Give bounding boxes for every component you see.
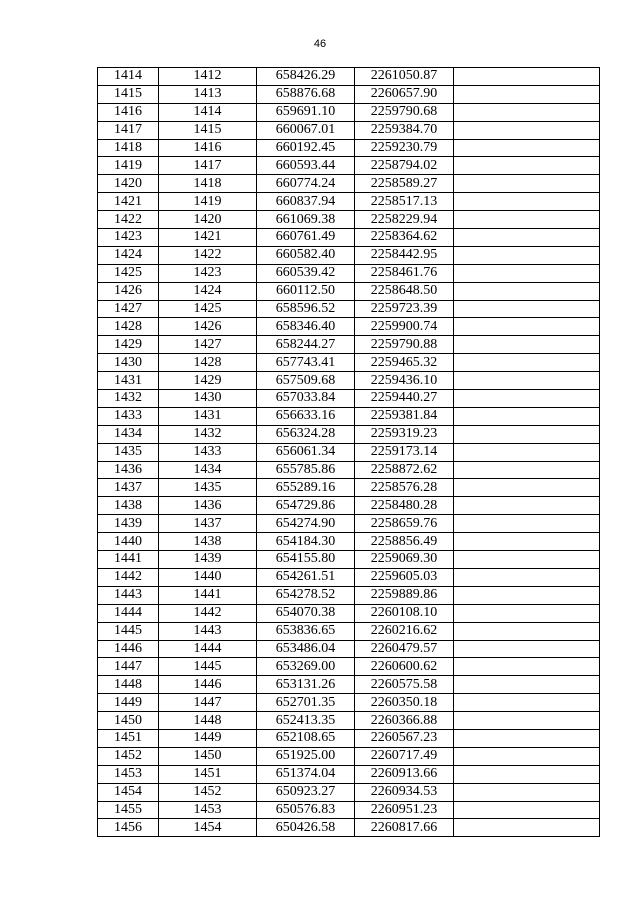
table-row [98, 443, 600, 461]
table-row [98, 300, 600, 318]
table-row [98, 694, 600, 712]
point-number-cell: 1441 [98, 551, 159, 569]
previous-point-cell: 1451 [159, 765, 257, 783]
y-coordinate-cell: 2259465.32 [355, 354, 454, 372]
table-row [98, 586, 600, 604]
x-coordinate-cell: 658346.40 [257, 318, 355, 336]
point-number-cell: 1427 [98, 300, 159, 318]
point-number-cell: 1446 [98, 640, 159, 658]
table-row [98, 515, 600, 533]
previous-point-cell: 1422 [159, 246, 257, 264]
note-cell [454, 497, 600, 515]
previous-point-cell: 1438 [159, 533, 257, 551]
previous-point-cell: 1430 [159, 390, 257, 408]
note-cell [454, 676, 600, 694]
y-coordinate-cell: 2258364.62 [355, 229, 454, 247]
y-coordinate-cell: 2258872.62 [355, 461, 454, 479]
point-number-cell: 1429 [98, 336, 159, 354]
table-row [98, 783, 600, 801]
note-cell [454, 282, 600, 300]
note-cell [454, 551, 600, 569]
x-coordinate-cell: 650576.83 [257, 801, 355, 819]
previous-point-cell: 1435 [159, 479, 257, 497]
x-coordinate-cell: 659691.10 [257, 103, 355, 121]
y-coordinate-cell: 2258442.95 [355, 246, 454, 264]
point-number-cell: 1449 [98, 694, 159, 712]
previous-point-cell: 1425 [159, 300, 257, 318]
x-coordinate-cell: 654155.80 [257, 551, 355, 569]
note-cell [454, 211, 600, 229]
note-cell [454, 694, 600, 712]
point-number-cell: 1448 [98, 676, 159, 694]
table-row [98, 622, 600, 640]
table-row [98, 425, 600, 443]
table-row [98, 354, 600, 372]
x-coordinate-cell: 655785.86 [257, 461, 355, 479]
x-coordinate-cell: 652108.65 [257, 729, 355, 747]
x-coordinate-cell: 656633.16 [257, 407, 355, 425]
note-cell [454, 300, 600, 318]
point-number-cell: 1443 [98, 586, 159, 604]
x-coordinate-cell: 650426.58 [257, 819, 355, 837]
y-coordinate-cell: 2260600.62 [355, 658, 454, 676]
y-coordinate-cell: 2259900.74 [355, 318, 454, 336]
table-row [98, 461, 600, 479]
x-coordinate-cell: 653836.65 [257, 622, 355, 640]
y-coordinate-cell: 2259319.23 [355, 425, 454, 443]
note-cell [454, 157, 600, 175]
y-coordinate-cell: 2258794.02 [355, 157, 454, 175]
table-row [98, 658, 600, 676]
point-number-cell: 1451 [98, 729, 159, 747]
table-row [98, 604, 600, 622]
x-coordinate-cell: 650923.27 [257, 783, 355, 801]
y-coordinate-cell: 2260567.23 [355, 729, 454, 747]
previous-point-cell: 1437 [159, 515, 257, 533]
x-coordinate-cell: 653131.26 [257, 676, 355, 694]
table-row [98, 551, 600, 569]
table-row [98, 264, 600, 282]
x-coordinate-cell: 660067.01 [257, 121, 355, 139]
x-coordinate-cell: 656061.34 [257, 443, 355, 461]
x-coordinate-cell: 658244.27 [257, 336, 355, 354]
x-coordinate-cell: 654274.90 [257, 515, 355, 533]
x-coordinate-cell: 660837.94 [257, 193, 355, 211]
y-coordinate-cell: 2260817.66 [355, 819, 454, 837]
note-cell [454, 533, 600, 551]
note-cell [454, 801, 600, 819]
previous-point-cell: 1416 [159, 139, 257, 157]
previous-point-cell: 1424 [159, 282, 257, 300]
table-row [98, 819, 600, 837]
previous-point-cell: 1418 [159, 175, 257, 193]
previous-point-cell: 1419 [159, 193, 257, 211]
note-cell [454, 246, 600, 264]
y-coordinate-cell: 2260575.58 [355, 676, 454, 694]
x-coordinate-cell: 660593.44 [257, 157, 355, 175]
point-number-cell: 1419 [98, 157, 159, 175]
point-number-cell: 1424 [98, 246, 159, 264]
previous-point-cell: 1448 [159, 712, 257, 730]
y-coordinate-cell: 2260657.90 [355, 85, 454, 103]
table-row [98, 175, 600, 193]
point-number-cell: 1450 [98, 712, 159, 730]
note-cell [454, 640, 600, 658]
note-cell [454, 479, 600, 497]
x-coordinate-cell: 654070.38 [257, 604, 355, 622]
point-number-cell: 1422 [98, 211, 159, 229]
x-coordinate-cell: 657033.84 [257, 390, 355, 408]
previous-point-cell: 1423 [159, 264, 257, 282]
note-cell [454, 712, 600, 730]
note-cell [454, 264, 600, 282]
y-coordinate-cell: 2260108.10 [355, 604, 454, 622]
previous-point-cell: 1432 [159, 425, 257, 443]
point-number-cell: 1444 [98, 604, 159, 622]
previous-point-cell: 1434 [159, 461, 257, 479]
y-coordinate-cell: 2258480.28 [355, 497, 454, 515]
table-row [98, 139, 600, 157]
note-cell [454, 586, 600, 604]
y-coordinate-cell: 2258576.28 [355, 479, 454, 497]
table-row [98, 282, 600, 300]
y-coordinate-cell: 2260934.53 [355, 783, 454, 801]
previous-point-cell: 1433 [159, 443, 257, 461]
x-coordinate-cell: 654729.86 [257, 497, 355, 515]
point-number-cell: 1442 [98, 568, 159, 586]
y-coordinate-cell: 2259436.10 [355, 372, 454, 390]
note-cell [454, 819, 600, 837]
previous-point-cell: 1414 [159, 103, 257, 121]
y-coordinate-cell: 2260350.18 [355, 694, 454, 712]
previous-point-cell: 1442 [159, 604, 257, 622]
note-cell [454, 568, 600, 586]
table-row [98, 747, 600, 765]
coordinates-table [97, 67, 600, 837]
point-number-cell: 1431 [98, 372, 159, 390]
table-row [98, 85, 600, 103]
note-cell [454, 747, 600, 765]
table-row [98, 157, 600, 175]
x-coordinate-cell: 660774.24 [257, 175, 355, 193]
previous-point-cell: 1444 [159, 640, 257, 658]
table-row [98, 497, 600, 515]
point-number-cell: 1414 [98, 68, 159, 86]
y-coordinate-cell: 2259889.86 [355, 586, 454, 604]
point-number-cell: 1456 [98, 819, 159, 837]
x-coordinate-cell: 652701.35 [257, 694, 355, 712]
y-coordinate-cell: 2260951.23 [355, 801, 454, 819]
previous-point-cell: 1428 [159, 354, 257, 372]
note-cell [454, 765, 600, 783]
y-coordinate-cell: 2259440.27 [355, 390, 454, 408]
y-coordinate-cell: 2260913.66 [355, 765, 454, 783]
table-row [98, 211, 600, 229]
table-row [98, 407, 600, 425]
table-row [98, 479, 600, 497]
note-cell [454, 193, 600, 211]
previous-point-cell: 1445 [159, 658, 257, 676]
point-number-cell: 1447 [98, 658, 159, 676]
table-row [98, 103, 600, 121]
table-row [98, 390, 600, 408]
table-row [98, 568, 600, 586]
previous-point-cell: 1412 [159, 68, 257, 86]
note-cell [454, 390, 600, 408]
note-cell [454, 103, 600, 121]
point-number-cell: 1421 [98, 193, 159, 211]
point-number-cell: 1432 [98, 390, 159, 408]
note-cell [454, 729, 600, 747]
point-number-cell: 1430 [98, 354, 159, 372]
x-coordinate-cell: 654261.51 [257, 568, 355, 586]
note-cell [454, 336, 600, 354]
point-number-cell: 1433 [98, 407, 159, 425]
note-cell [454, 622, 600, 640]
y-coordinate-cell: 2258229.94 [355, 211, 454, 229]
previous-point-cell: 1413 [159, 85, 257, 103]
previous-point-cell: 1421 [159, 229, 257, 247]
y-coordinate-cell: 2259384.70 [355, 121, 454, 139]
note-cell [454, 318, 600, 336]
x-coordinate-cell: 654184.30 [257, 533, 355, 551]
point-number-cell: 1417 [98, 121, 159, 139]
x-coordinate-cell: 655289.16 [257, 479, 355, 497]
table-row [98, 193, 600, 211]
x-coordinate-cell: 654278.52 [257, 586, 355, 604]
table-row [98, 336, 600, 354]
point-number-cell: 1455 [98, 801, 159, 819]
point-number-cell: 1416 [98, 103, 159, 121]
point-number-cell: 1423 [98, 229, 159, 247]
note-cell [454, 354, 600, 372]
point-number-cell: 1439 [98, 515, 159, 533]
table-row [98, 640, 600, 658]
previous-point-cell: 1427 [159, 336, 257, 354]
x-coordinate-cell: 651374.04 [257, 765, 355, 783]
point-number-cell: 1445 [98, 622, 159, 640]
note-cell [454, 139, 600, 157]
page-number: 46 [313, 38, 327, 50]
previous-point-cell: 1452 [159, 783, 257, 801]
previous-point-cell: 1440 [159, 568, 257, 586]
previous-point-cell: 1449 [159, 729, 257, 747]
table-row [98, 765, 600, 783]
y-coordinate-cell: 2260366.88 [355, 712, 454, 730]
point-number-cell: 1438 [98, 497, 159, 515]
note-cell [454, 372, 600, 390]
previous-point-cell: 1443 [159, 622, 257, 640]
previous-point-cell: 1446 [159, 676, 257, 694]
y-coordinate-cell: 2261050.87 [355, 68, 454, 86]
y-coordinate-cell: 2258659.76 [355, 515, 454, 533]
table-row [98, 68, 600, 86]
x-coordinate-cell: 660112.50 [257, 282, 355, 300]
point-number-cell: 1435 [98, 443, 159, 461]
x-coordinate-cell: 657743.41 [257, 354, 355, 372]
point-number-cell: 1420 [98, 175, 159, 193]
note-cell [454, 604, 600, 622]
note-cell [454, 121, 600, 139]
previous-point-cell: 1426 [159, 318, 257, 336]
previous-point-cell: 1420 [159, 211, 257, 229]
y-coordinate-cell: 2259173.14 [355, 443, 454, 461]
point-number-cell: 1428 [98, 318, 159, 336]
point-number-cell: 1418 [98, 139, 159, 157]
y-coordinate-cell: 2259723.39 [355, 300, 454, 318]
y-coordinate-cell: 2258648.50 [355, 282, 454, 300]
x-coordinate-cell: 656324.28 [257, 425, 355, 443]
note-cell [454, 175, 600, 193]
table-row [98, 372, 600, 390]
x-coordinate-cell: 661069.38 [257, 211, 355, 229]
y-coordinate-cell: 2259790.88 [355, 336, 454, 354]
table-row [98, 801, 600, 819]
table-body [98, 68, 600, 837]
previous-point-cell: 1429 [159, 372, 257, 390]
point-number-cell: 1415 [98, 85, 159, 103]
x-coordinate-cell: 660539.42 [257, 264, 355, 282]
x-coordinate-cell: 653269.00 [257, 658, 355, 676]
previous-point-cell: 1439 [159, 551, 257, 569]
note-cell [454, 229, 600, 247]
x-coordinate-cell: 653486.04 [257, 640, 355, 658]
y-coordinate-cell: 2259069.30 [355, 551, 454, 569]
previous-point-cell: 1447 [159, 694, 257, 712]
y-coordinate-cell: 2260216.62 [355, 622, 454, 640]
previous-point-cell: 1454 [159, 819, 257, 837]
table-row [98, 318, 600, 336]
note-cell [454, 515, 600, 533]
point-number-cell: 1440 [98, 533, 159, 551]
previous-point-cell: 1441 [159, 586, 257, 604]
note-cell [454, 783, 600, 801]
y-coordinate-cell: 2258517.13 [355, 193, 454, 211]
note-cell [454, 85, 600, 103]
y-coordinate-cell: 2259790.68 [355, 103, 454, 121]
point-number-cell: 1452 [98, 747, 159, 765]
table-row [98, 712, 600, 730]
previous-point-cell: 1417 [159, 157, 257, 175]
point-number-cell: 1434 [98, 425, 159, 443]
note-cell [454, 443, 600, 461]
note-cell [454, 425, 600, 443]
x-coordinate-cell: 660761.49 [257, 229, 355, 247]
point-number-cell: 1426 [98, 282, 159, 300]
x-coordinate-cell: 658596.52 [257, 300, 355, 318]
x-coordinate-cell: 658426.29 [257, 68, 355, 86]
note-cell [454, 407, 600, 425]
note-cell [454, 68, 600, 86]
point-number-cell: 1437 [98, 479, 159, 497]
note-cell [454, 461, 600, 479]
x-coordinate-cell: 651925.00 [257, 747, 355, 765]
y-coordinate-cell: 2259230.79 [355, 139, 454, 157]
previous-point-cell: 1431 [159, 407, 257, 425]
x-coordinate-cell: 652413.35 [257, 712, 355, 730]
x-coordinate-cell: 657509.68 [257, 372, 355, 390]
point-number-cell: 1454 [98, 783, 159, 801]
previous-point-cell: 1436 [159, 497, 257, 515]
point-number-cell: 1453 [98, 765, 159, 783]
table-row [98, 676, 600, 694]
y-coordinate-cell: 2260479.57 [355, 640, 454, 658]
point-number-cell: 1425 [98, 264, 159, 282]
table-row [98, 533, 600, 551]
table-row [98, 729, 600, 747]
x-coordinate-cell: 658876.68 [257, 85, 355, 103]
table-row [98, 121, 600, 139]
y-coordinate-cell: 2258856.49 [355, 533, 454, 551]
note-cell [454, 658, 600, 676]
table-row [98, 246, 600, 264]
previous-point-cell: 1450 [159, 747, 257, 765]
y-coordinate-cell: 2258461.76 [355, 264, 454, 282]
y-coordinate-cell: 2258589.27 [355, 175, 454, 193]
y-coordinate-cell: 2259381.84 [355, 407, 454, 425]
table-row [98, 229, 600, 247]
previous-point-cell: 1415 [159, 121, 257, 139]
x-coordinate-cell: 660192.45 [257, 139, 355, 157]
y-coordinate-cell: 2259605.03 [355, 568, 454, 586]
previous-point-cell: 1453 [159, 801, 257, 819]
x-coordinate-cell: 660582.40 [257, 246, 355, 264]
y-coordinate-cell: 2260717.49 [355, 747, 454, 765]
point-number-cell: 1436 [98, 461, 159, 479]
